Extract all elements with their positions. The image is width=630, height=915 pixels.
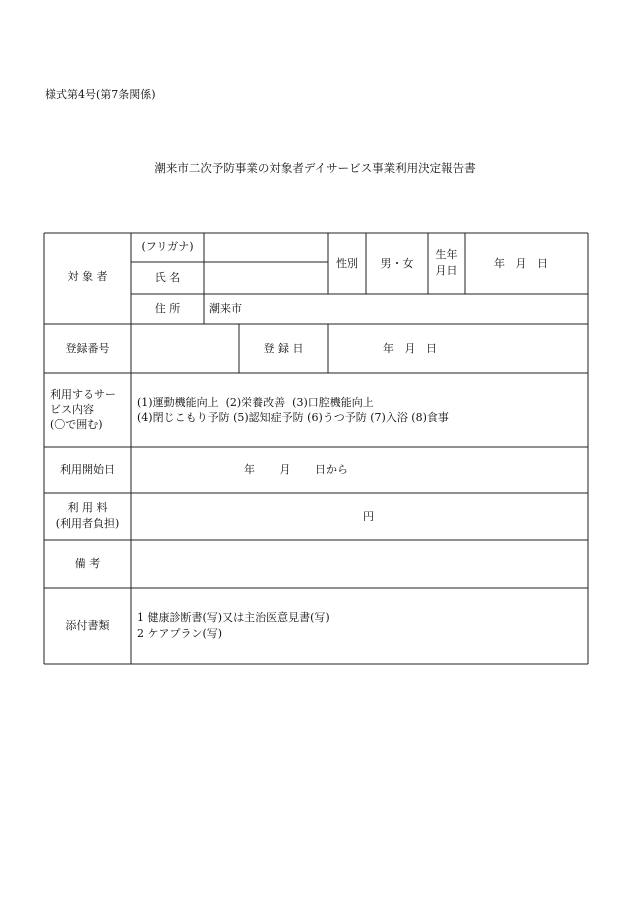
birth-label-1: 生年 <box>435 248 458 261</box>
registration-date-field[interactable]: 年 月 日 <box>383 342 437 355</box>
fee-label-1: 利 用 料 <box>67 501 108 514</box>
gender-options[interactable]: 男・女 <box>380 257 414 270</box>
service-label-2: ビス内容 <box>50 403 94 416</box>
fee-field[interactable]: 円 <box>363 510 374 523</box>
start-date-field[interactable]: 年 月 日から <box>244 463 348 476</box>
attachments-label: 添付書類 <box>65 619 110 632</box>
birth-label-2: 月日 <box>435 264 458 277</box>
registration-date-label: 登 録 日 <box>263 342 304 355</box>
service-label-3: (〇で囲む) <box>50 418 103 431</box>
remarks-field[interactable] <box>133 543 586 586</box>
service-label-1: 利用するサー <box>50 388 116 401</box>
gender-label: 性別 <box>336 257 358 270</box>
start-date-label: 利用開始日 <box>60 463 115 476</box>
fee-label-2: (利用者負担) <box>55 517 120 530</box>
furigana-field[interactable] <box>206 235 326 260</box>
name-field[interactable] <box>206 265 326 292</box>
service-options-line2[interactable]: (4)閉じこもり予防 (5)認知症予防 (6)うつ予防 (7)入浴 (8)食事 <box>137 411 449 424</box>
registration-number-label: 登録番号 <box>65 342 110 355</box>
service-options-line1[interactable]: (1)運動機能向上 (2)栄養改善 (3)口腔機能向上 <box>137 396 374 409</box>
attachment-item-2: 2 ケアプラン(写) <box>137 627 223 640</box>
registration-number-field[interactable] <box>133 327 237 371</box>
attachment-item-1: 1 健康診断書(写)又は主治医意見書(写) <box>137 611 330 624</box>
subject-header: 対 象 者 <box>67 270 108 283</box>
furigana-label: (フリガナ) <box>141 240 194 253</box>
birth-date-field[interactable]: 年 月 日 <box>494 257 548 270</box>
name-label: 氏 名 <box>154 271 181 284</box>
remarks-label: 備 考 <box>74 557 101 570</box>
address-field[interactable]: 潮来市 <box>209 302 242 315</box>
address-label: 住 所 <box>154 302 181 315</box>
form-number: 様式第4号(第7条関係) <box>45 88 156 101</box>
document-title: 潮来市二次予防事業の対象者デイサービス事業利用決定報告書 <box>154 161 476 175</box>
